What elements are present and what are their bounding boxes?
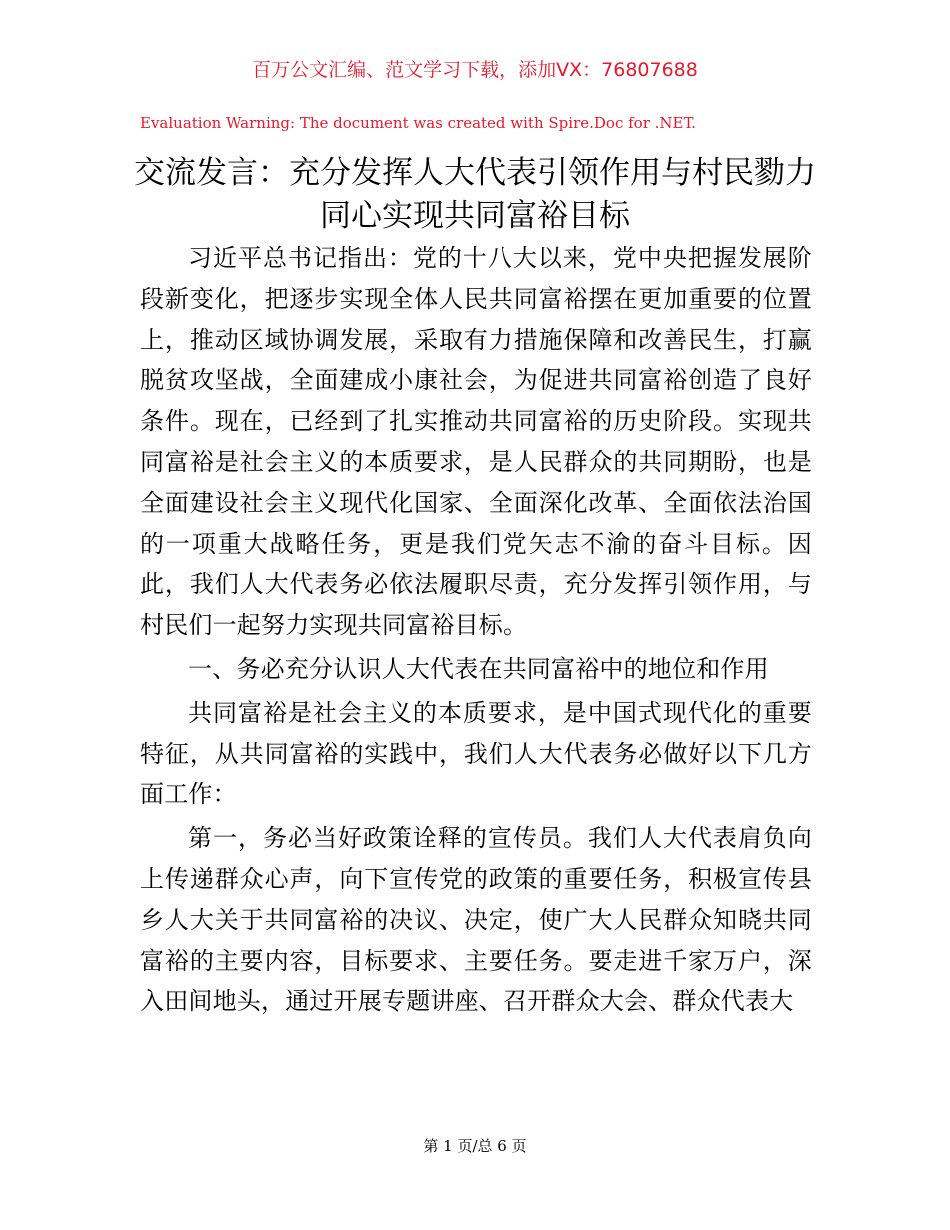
paragraph-point-1: 第一，务必当好政策诠释的宣传员。我们人大代表肩负向上传递群众心声，向下宣传党的政策的重要任务，积极宣传县乡人大关于共同富裕的决议、决定，使广大人民群众知晓共同富裕的主要内容，目标要求、主要任务。要走进千家万户，深入田间地头，通过开展专题讲座、召开群众大会、群众代表大: [140, 824, 812, 1016]
section-heading-1: 一、务必充分认识人大代表在共同富裕中的地位和作用: [188, 654, 769, 683]
document-title: 交流发言：充分发挥人大代表引领作用与村民勠力同心实现共同富裕目标: [134, 155, 816, 234]
evaluation-warning: Evaluation Warning: The document was created with Spire.Doc for .NET.: [140, 114, 697, 132]
paragraph-section-intro: 共同富裕是社会主义的本质要求，是中国式现代化的重要特征，从共同富裕的实践中，我们人大代表务必做好以下几方面工作：: [140, 698, 812, 809]
paragraph-intro: 习近平总书记指出：党的十八大以来，党中央把握发展阶段新变化，把逐步实现全体人民共同富裕摆在更加重要的位置上，推动区域协调发展，采取有力措施保障和改善民生，打赢脱贫攻坚战，全面建成小康社会，为促进共同富裕创造了良好条件。现在，已经到了扎实推动共同富裕的历史阶段。实现共同富裕是社会主义的本质要求，是人民群众的共同期盼，也是全面建设社会主义现代化国家、全面深化改革、全面依法治国的一项重大战略任务，更是我们党矢志不渝的奋斗目标。因此，我们人大代表务必依法履职尽责，充分发挥引领作用，与村民们一起努力实现共同富裕目标。: [140, 244, 812, 640]
header-banner: 百万公文汇编、范文学习下载，添加VX：76807688: [252, 59, 698, 81]
page-number-footer: 第 1 页/总 6 页: [423, 1137, 527, 1155]
document-body: [140, 238, 812, 1023]
